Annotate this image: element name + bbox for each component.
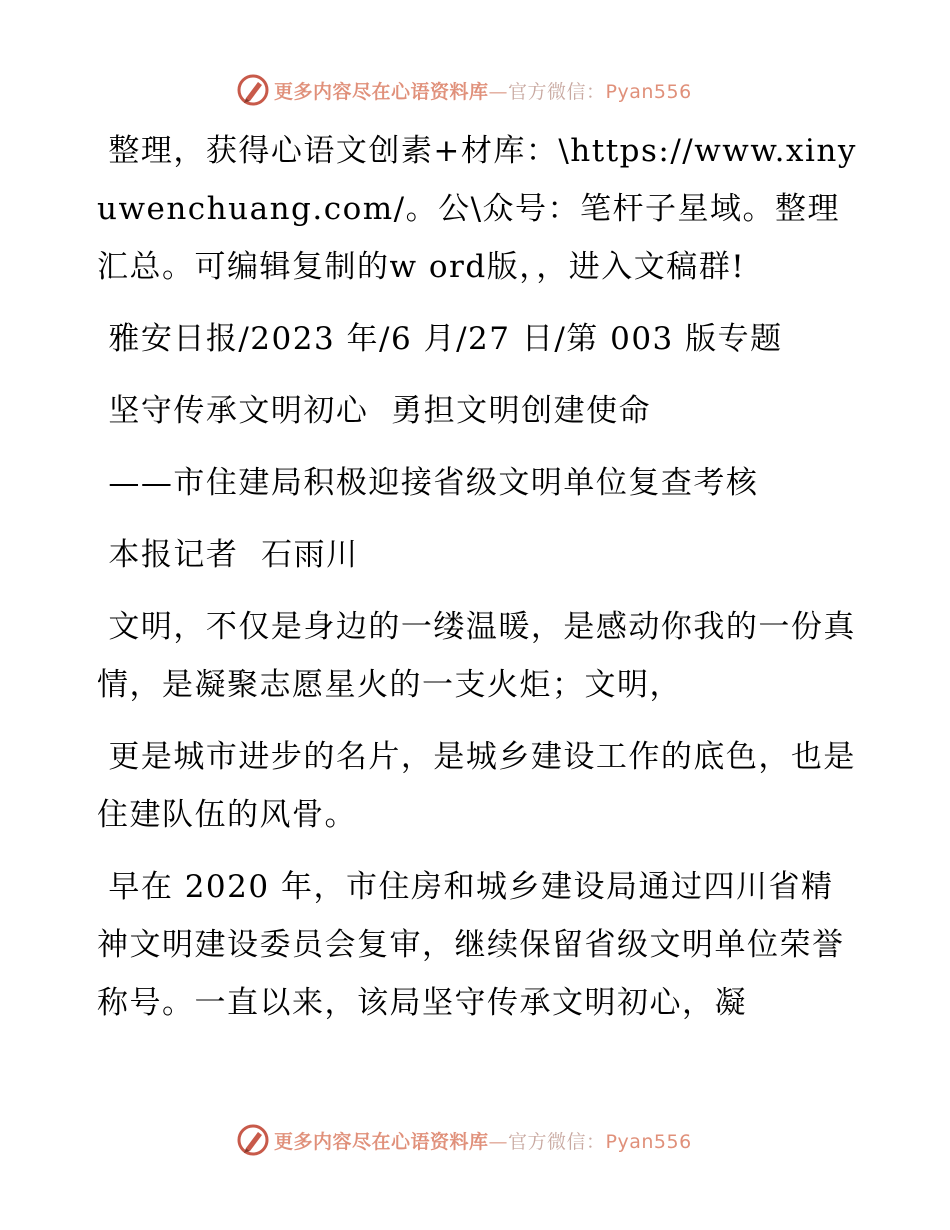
watermark-label: 官方微信： [508, 80, 606, 103]
watermark-wechat-id: Pyan556 [605, 1130, 692, 1153]
pen-logo-icon [236, 1123, 270, 1157]
footer-watermark [236, 1122, 692, 1158]
header-watermark [236, 72, 692, 108]
byline: 本报记者 石雨川 [97, 537, 359, 573]
pen-logo-icon [236, 73, 270, 107]
document-body [97, 122, 857, 1046]
watermark-label: 官方微信： [508, 1130, 606, 1153]
watermark-dash: — [488, 1130, 509, 1153]
body-paragraph: 更是城市进步的名片，是城乡建设工作的底色，也是住建队伍的风骨。 [97, 739, 856, 833]
watermark-brand: 更多内容尽在心语资料库 [274, 1130, 489, 1153]
watermark-dash: — [488, 80, 509, 103]
intro-paragraph: 整理，获得心语文创素+材库：\https://www.xinyuwenchuang.com/。公\众号：笔杆子星域。整理汇总。可编辑复制的w ord版，，进入文稿群! [97, 133, 857, 285]
watermark-brand: 更多内容尽在心语资料库 [274, 80, 489, 103]
source-line: 雅安日报/2023 年/6 月/27 日/第 003 版专题 [97, 321, 783, 357]
article-subtitle: ——市住建局积极迎接省级文明单位复查考核 [97, 465, 759, 501]
watermark-wechat-id: Pyan556 [605, 80, 692, 103]
body-paragraph: 文明，不仅是身边的一缕温暖，是感动你我的一份真情，是凝聚志愿星火的一支火炬；文明， [97, 609, 856, 703]
body-paragraph: 早在 2020 年，市住房和城乡建设局通过四川省精神文明建设委员会复审，继续保留省级文明单位荣誉称号。一直以来，该局坚守传承文明初心，凝 [97, 869, 845, 1021]
article-title: 坚守传承文明初心 勇担文明创建使命 [97, 393, 652, 429]
